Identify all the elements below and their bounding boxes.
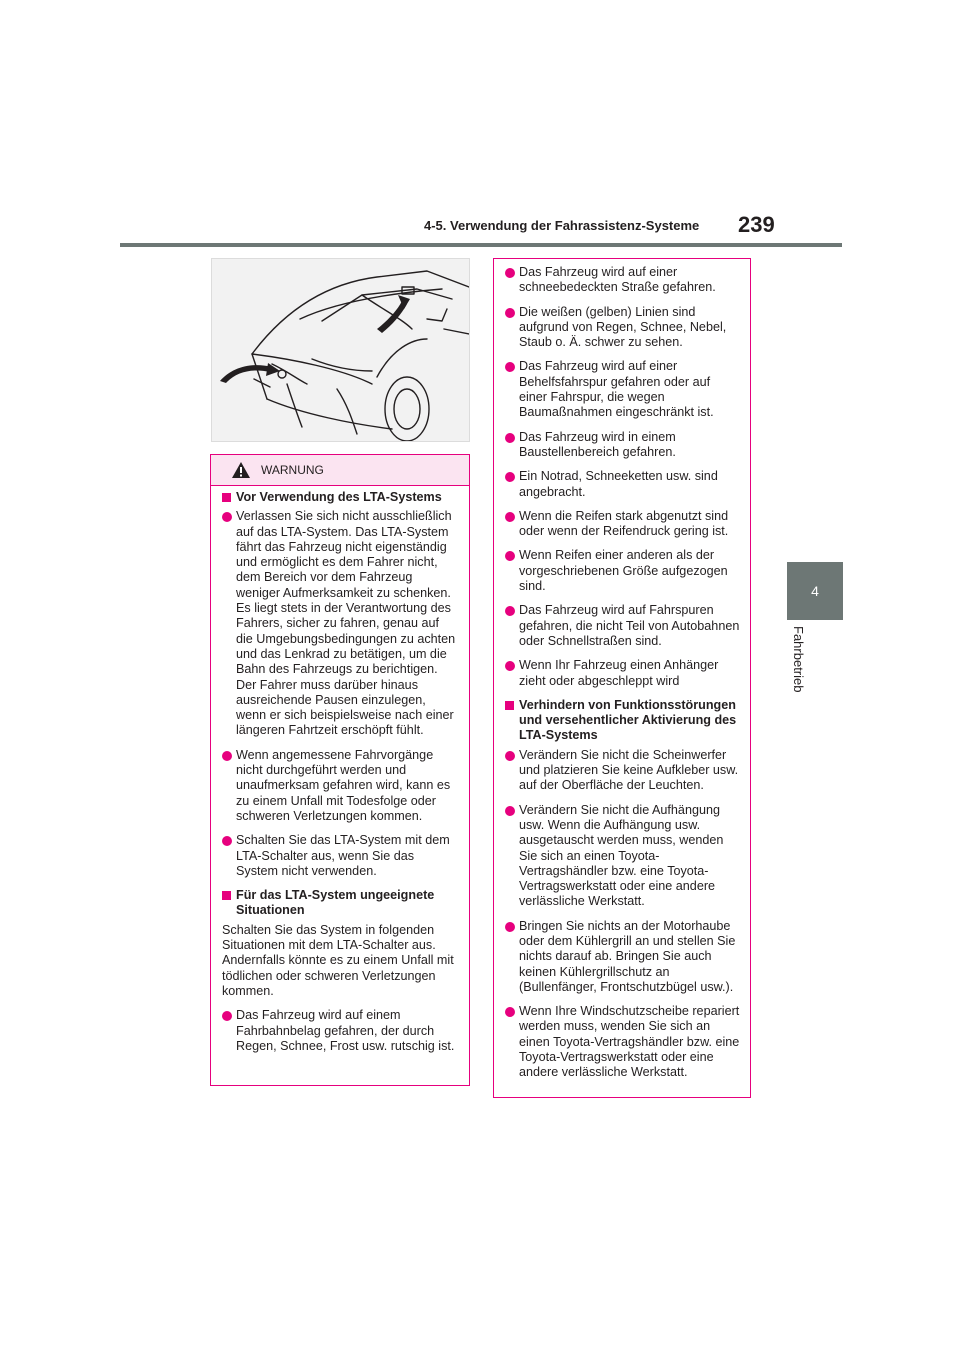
paragraph: Schalten Sie das System in folgenden Situationen mit dem LTA-Schalter aus. Andernfalls könnte es zu einem Unfall mit tödlichen oder schweren Verletzungen kommen. — [222, 922, 454, 998]
section-heading — [222, 490, 459, 505]
page-number: 239 — [738, 212, 775, 237]
list-item — [505, 803, 740, 910]
item-text: Das Fahrzeug wird auf einer schneebedeckten Straße gefahren. — [519, 265, 716, 295]
bullet-icon — [222, 836, 232, 846]
bullet-icon — [222, 751, 232, 761]
list-item — [505, 603, 740, 649]
bullet-icon — [222, 512, 232, 522]
item-text: Schalten Sie das LTA-System mit dem LTA-Schalter aus, wenn Sie das System nicht verwenden. — [236, 833, 450, 878]
car-illustration — [211, 258, 470, 442]
item-text: Bringen Sie nichts an der Motorhaube oder dem Kühlergrill an und stellen Sie nichts darauf ab. Bringen Sie auch keinen Kühlergrillschutz an (Bullenfänger, Frontschutzbügel usw.). — [519, 918, 736, 994]
list-item — [505, 1004, 740, 1080]
item-text: Das Fahrzeug wird auf einer Behelfsfahrspur gefahren oder auf einer Fahrspur, die wegen Baumaßnahmen eingeschränkt ist. — [519, 359, 714, 420]
square-bullet-icon — [222, 891, 231, 900]
list-item — [505, 359, 740, 420]
square-bullet-icon — [222, 493, 231, 502]
list-item — [505, 748, 740, 794]
list-item — [505, 430, 740, 461]
item-text: Das Fahrzeug wird in einem Baustellenbereich gefahren. — [519, 429, 676, 459]
item-text: Das Fahrzeug wird auf einem Fahrbahnbelag gefahren, der durch Regen, Schnee, Frost usw. rutschig ist. — [236, 1008, 455, 1053]
item-text: Das Fahrzeug wird auf Fahrspuren gefahren, die nicht Teil von Autobahnen oder Schnellstraßen sind. — [519, 603, 740, 648]
list-item — [222, 509, 459, 738]
chapter-number: 4 — [811, 583, 819, 599]
item-text: Wenn Ihre Windschutzscheibe repariert werden muss, wenden Sie sich an einen Toyota-Vertragshändler bzw. eine Toyota-Vertragswerkstatt oder eine andere verlässliche Werkstatt. — [519, 1004, 740, 1080]
header-rule — [120, 243, 842, 247]
warning-continuation-box — [493, 258, 751, 1098]
car-front-drawing — [212, 259, 469, 441]
heading-text: Verhindern von Funktionsstörungen und versehentlicher Aktivierung des LTA-Systems — [519, 697, 737, 743]
square-bullet-icon — [505, 701, 514, 710]
bullet-icon — [505, 922, 515, 932]
list-item — [505, 919, 740, 995]
item-text: Die weißen (gelben) Linien sind aufgrund von Regen, Schnee, Nebel, Staub o. Ä. schwer zu sehen. — [519, 304, 727, 350]
item-text: Wenn Reifen einer anderen als der vorgeschriebenen Größe aufgezogen sind. — [519, 548, 728, 594]
list-item — [505, 469, 740, 500]
bullet-icon — [505, 661, 515, 671]
list-item — [222, 833, 459, 879]
chapter-label: Fahrbetrieb — [791, 626, 806, 693]
bullet-icon — [505, 606, 515, 616]
list-item — [505, 658, 740, 689]
item-text: Wenn angemessene Fahrvorgänge nicht durchgeführt werden und unaufmerksam gefahren wird, kann es zu einem Unfall mit Todesfolge oder schweren Verletzungen kommen. — [236, 747, 451, 823]
bullet-icon — [222, 1011, 232, 1021]
bullet-icon — [505, 1007, 515, 1017]
item-text: Wenn Ihr Fahrzeug einen Anhänger zieht oder abgeschleppt wird — [519, 658, 719, 688]
item-text: Verlassen Sie sich nicht ausschließlich auf das LTA-System. Das LTA-System fährt das Fahrzeug nicht eigenständig und ermöglicht es dem Fahrer nicht, dem Bereich vor dem Fahrzeug weniger Aufmerksamkeit zu schenken. Es liegt stets in der Verantwortung des Fahrers, sicher zu fahren, genau auf die Umgebungsbedingungen zu achten und das Lenkrad zu betätigen, um die Bahn des Fahrzeugs zu berichtigen. Der Fahrer muss darüber hinaus ausreichende Pausen einzulegen, wenn er sich beispielsweise nach einer längeren Fahrtzeit erschöpft fühlt. — [236, 509, 456, 738]
section-title: 4-5. Verwendung der Fahrassistenz-Systeme — [424, 218, 700, 233]
bullet-icon — [505, 362, 515, 372]
list-item — [505, 509, 740, 540]
section-heading — [222, 888, 459, 919]
item-text: Ein Notrad, Schneeketten usw. sind angebracht. — [519, 469, 718, 499]
bullet-icon — [505, 751, 515, 761]
bullet-icon — [505, 512, 515, 522]
list-item — [505, 548, 740, 594]
warning-triangle-icon — [231, 461, 251, 479]
bullet-icon — [505, 433, 515, 443]
item-text: Verändern Sie nicht die Aufhängung usw. Wenn die Aufhängung usw. ausgetauscht werden muss, wenden Sie sich an einen Toyota-Vertragshändler bzw. eine Toyota-Vertragswerkstatt oder eine andere verlässliche Werkstatt. — [519, 802, 724, 909]
list-item — [505, 305, 740, 351]
bullet-icon — [505, 551, 515, 561]
list-item — [222, 1008, 459, 1054]
item-text: Wenn die Reifen stark abgenutzt sind oder wenn der Reifendruck gering ist. — [519, 508, 729, 539]
bullet-icon — [505, 308, 515, 318]
list-item — [222, 748, 459, 824]
item-text: Verändern Sie nicht die Scheinwerfer und platzieren Sie keine Aufkleber usw. auf der Oberfläche der Leuchten. — [519, 747, 739, 793]
heading-text: Für das LTA-System ungeeignete Situationen — [236, 888, 435, 918]
section-heading — [505, 698, 740, 744]
bullet-icon — [505, 472, 515, 482]
warning-title: WARNUNG — [261, 463, 324, 477]
chapter-tab — [787, 562, 843, 620]
bullet-icon — [505, 268, 515, 278]
heading-text: Vor Verwendung des LTA-Systems — [236, 490, 442, 504]
list-item — [505, 265, 740, 296]
warning-header — [211, 455, 469, 486]
bullet-icon — [505, 806, 515, 816]
warning-box — [210, 454, 470, 1086]
